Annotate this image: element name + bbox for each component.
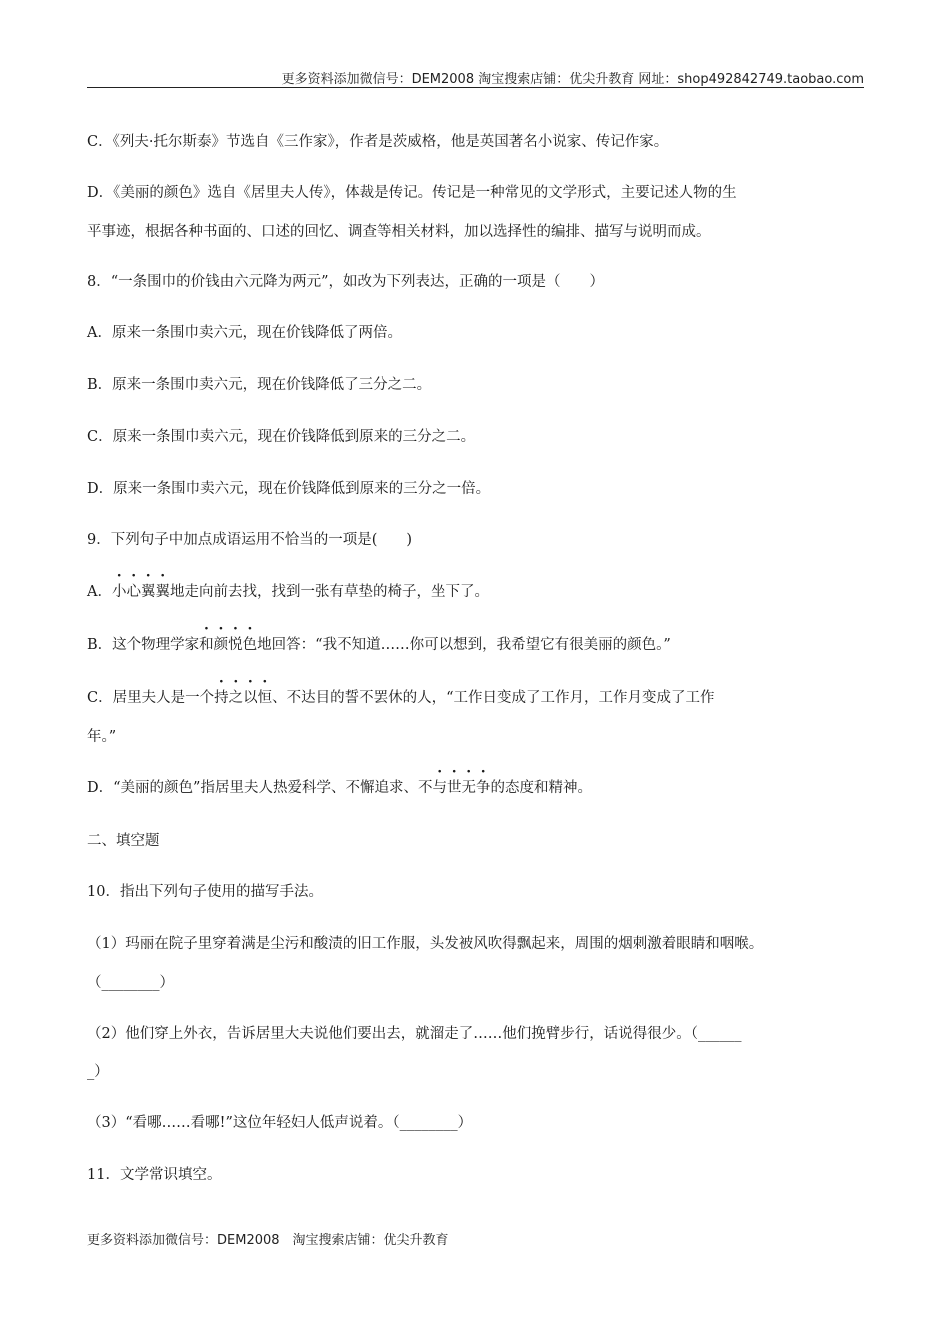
q8-option-d: D．原来一条围巾卖六元，现在价钱降低到原来的三分之一倍。: [87, 481, 491, 497]
section-heading: 二、填空题: [87, 833, 160, 849]
dotted-char: 之: [228, 690, 244, 706]
dotted-char: 争: [475, 780, 491, 796]
dotted-char: 恒: [257, 690, 273, 706]
q7-option-c: C．《列夫·托尔斯泰》节选自《三作家》，作者是茨威格，他是英国著名小说家、传记作家。: [87, 134, 669, 150]
option-text: 的态度和精神。: [490, 780, 592, 796]
q9-option-c-line1: [87, 686, 715, 707]
option-text: 地走向前去找，找到一张有草垫的椅子，坐下了。: [169, 584, 489, 600]
dotted-char: 以: [243, 690, 258, 706]
dotted-char: 翼: [140, 584, 156, 600]
option-text: 地回答：“我不知道……你可以想到，我希望它有很美丽的颜色。”: [257, 637, 671, 653]
q10-item-1-blank: （________）: [87, 975, 174, 991]
dotted-char: 持: [214, 690, 229, 706]
option-text: 、不达目的誓不罢休的人，“工作日变成了工作月，工作月变成了工作: [272, 690, 715, 706]
header-divider: [87, 87, 864, 88]
dotted-char: 小: [111, 584, 127, 600]
page-header: 更多资料添加微信号：DEM2008 淘宝搜索店铺：优尖升教育 网址：shop492842749.taobao.com: [281, 72, 864, 87]
q10-item-2-line1: （2）他们穿上外衣，告诉居里大夫说他们要出去，就溜走了……他们挽臂步行，话说得很少。（______: [87, 1026, 742, 1042]
dotted-idiom: [199, 637, 257, 653]
q8-option-c: C．原来一条围巾卖六元，现在价钱降低到原来的三分之二。: [87, 429, 476, 445]
question-11: 11．文学常识填空。: [87, 1167, 222, 1183]
q10-item-1-line1: （1）玛丽在院子里穿着满是尘污和酸渍的旧工作服，头发被风吹得飘起来，周围的烟刺激着眼睛和咽喉。: [87, 936, 764, 952]
q9-option-b: [87, 633, 671, 654]
q9-option-a: [87, 580, 489, 601]
dotted-char: 和: [199, 637, 214, 653]
dotted-char: 心: [126, 584, 141, 600]
dotted-char: 无: [461, 780, 476, 796]
q9-option-d: [87, 776, 592, 797]
q9-option-c-line2: 年。”: [87, 729, 117, 745]
option-prefix: C．居里夫人是一个: [87, 690, 215, 706]
dotted-idiom: [112, 584, 170, 600]
q7-option-d-line2: 平事迹，根据各种书面的、口述的回忆、调查等相关材料，加以选择性的编排、描写与说明而成。: [87, 224, 711, 240]
dotted-char: 颜: [213, 637, 229, 653]
dotted-char: 悦: [228, 637, 243, 653]
question-9: 9．下列句子中加点成语运用不恰当的一项是( ): [87, 532, 413, 548]
dotted-char: 世: [446, 780, 462, 796]
q10-item-2-blank: _）: [87, 1064, 109, 1080]
q8-option-b: B．原来一条围巾卖六元，现在价钱降低了三分之二。: [87, 377, 432, 393]
question-10: 10．指出下列句子使用的描写手法。: [87, 884, 323, 900]
option-prefix: D．“美丽的颜色”指居里夫人热爱科学、不懈追求、不: [87, 780, 433, 796]
option-prefix: A．: [87, 584, 112, 600]
page-footer: 更多资料添加微信号：DEM2008 淘宝搜索店铺：优尖升教育: [87, 1233, 449, 1248]
question-8: 8．“一条围巾的价钱由六元降为两元”，如改为下列表达，正确的一项是（ ）: [87, 274, 605, 290]
q10-item-3: （3）“看哪……看哪!”这位年轻妇人低声说着。（________）: [87, 1115, 473, 1131]
dotted-char: 与: [432, 780, 447, 796]
option-prefix: B．这个物理学家: [87, 637, 200, 653]
dotted-idiom: [432, 780, 490, 796]
dotted-idiom: [214, 690, 272, 706]
q8-option-a: A．原来一条围巾卖六元，现在价钱降低了两倍。: [87, 325, 402, 341]
dotted-char: 色: [242, 637, 258, 653]
dotted-char: 翼: [155, 584, 170, 600]
q7-option-d-line1: D．《美丽的颜色》选自《居里夫人传》，体裁是传记。传记是一种常见的文学形式，主要记述人物的生: [87, 185, 737, 201]
